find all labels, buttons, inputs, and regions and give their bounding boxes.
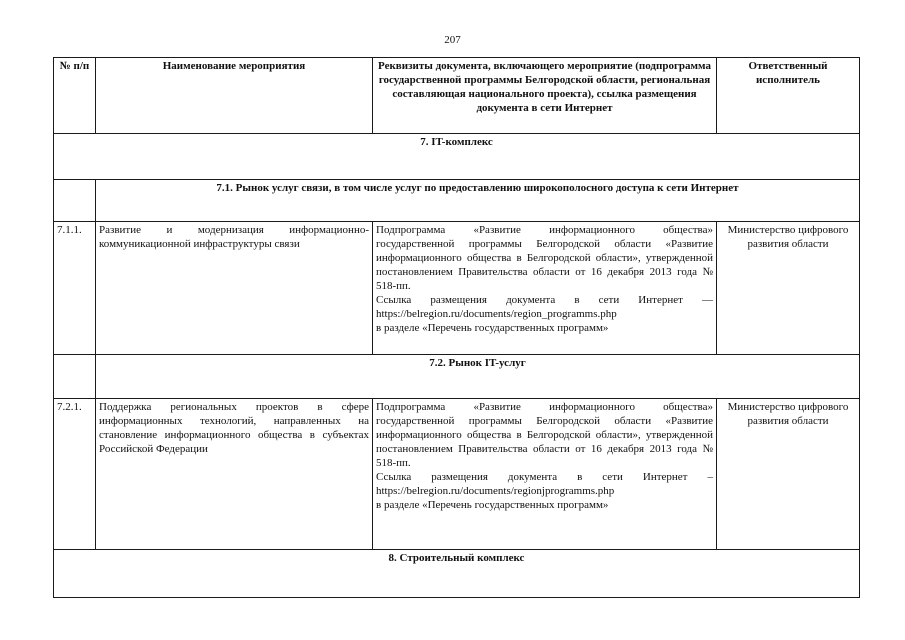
section-row-8 xyxy=(54,550,860,598)
header-num: № п/п xyxy=(54,58,96,134)
requisites-link: Ссылка размещения документа в сети Интернет — https://belregion.ru/documents/region_programms.php xyxy=(376,294,713,320)
activities-table xyxy=(53,57,860,598)
section-row-7 xyxy=(54,134,860,180)
page-number: 207 xyxy=(444,34,461,46)
requisites-section: в разделе «Перечень государственных программ» xyxy=(376,499,609,511)
section-row-7-2 xyxy=(54,355,860,399)
requisites-program: Подпрограмма «Развитие информационного общества» государственной программы Белгородской области «Развитие информационного общества в Белгородской области», утвержденной постановлением Правительства области от 16 декабря 2013 года № 518-пп. xyxy=(376,401,713,469)
table-row xyxy=(54,222,860,355)
row-num: 7.1.1. xyxy=(54,222,96,355)
table-header-row xyxy=(54,58,860,134)
requisites-section: в разделе «Перечень государственных программ» xyxy=(376,322,609,334)
header-responsible: Ответственный исполнитель xyxy=(717,58,860,134)
row-responsible: Министерство цифрового развития области xyxy=(717,222,860,355)
row-name: Поддержка региональных проектов в сфере информационных технологий, направленных на становление информационного общества в субъектах Российской Федерации xyxy=(96,399,373,550)
section-title-7: 7. IT-комплекс xyxy=(54,134,860,180)
section-num-empty xyxy=(54,355,96,399)
requisites-program: Подпрограмма «Развитие информационного общества» государственной программы Белгородской области «Развитие информационного общества в Белгородской области», утвержденной постановлением Правительства области от 16 декабря 2013 года № 518-пп. xyxy=(376,224,713,292)
section-title-8: 8. Строительный комплекс xyxy=(54,550,860,598)
header-requisites: Реквизиты документа, включающего мероприятие (подпрограмма государственной программы Белгородской области, региональная составляющая национального проекта), ссылка размещения документа в сети Интернет xyxy=(373,58,717,134)
row-requisites xyxy=(373,222,717,355)
row-name: Развитие и модернизация информационно-коммуникационной инфраструктуры связи xyxy=(96,222,373,355)
row-requisites xyxy=(373,399,717,550)
section-title-7-2: 7.2. Рынок IT-услуг xyxy=(96,355,860,399)
row-num: 7.2.1. xyxy=(54,399,96,550)
header-name: Наименование мероприятия xyxy=(96,58,373,134)
section-row-7-1 xyxy=(54,180,860,222)
row-responsible: Министерство цифрового развития области xyxy=(717,399,860,550)
table-row xyxy=(54,399,860,550)
requisites-link: Ссылка размещения документа в сети Интернет – https://belregion.ru/documents/regionjprogramms.php xyxy=(376,471,713,497)
section-num-empty xyxy=(54,180,96,222)
section-title-7-1: 7.1. Рынок услуг связи, в том числе услуг по предоставлению широкополосного доступа к сети Интернет xyxy=(96,180,860,222)
